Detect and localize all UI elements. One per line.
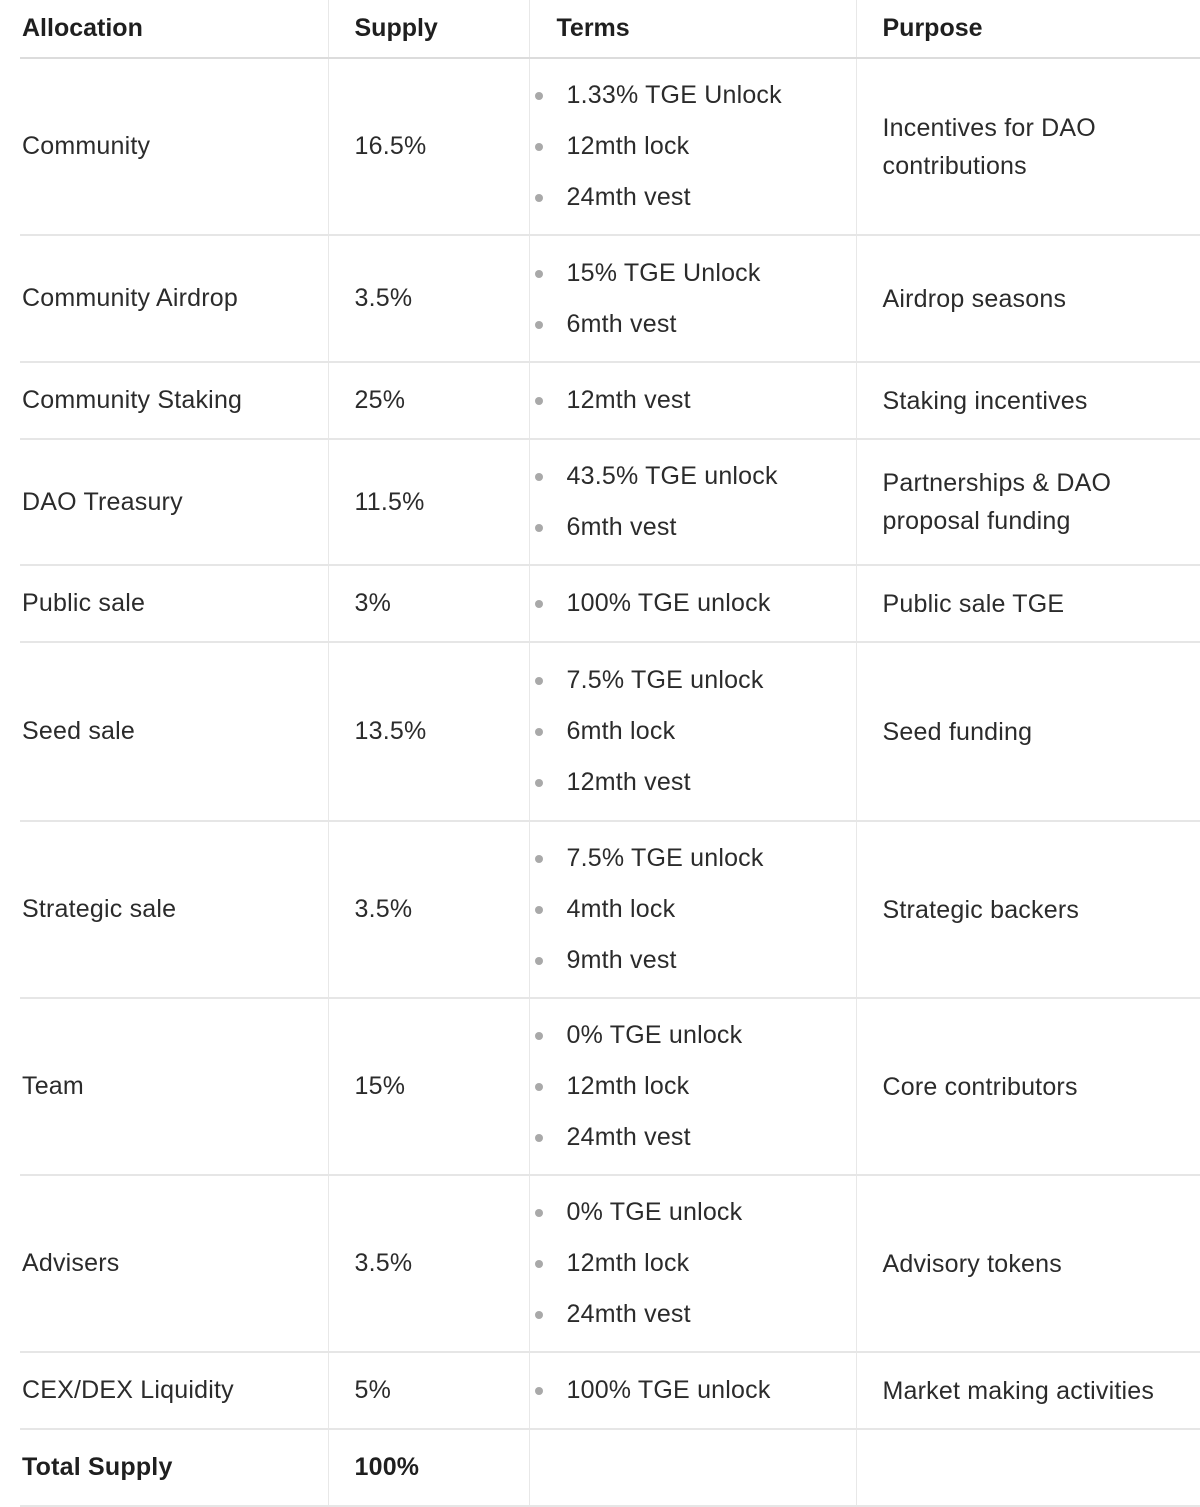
purpose-cell	[856, 1175, 1200, 1352]
table-row	[20, 642, 1200, 821]
terms-list-item: 12mth lock	[567, 121, 856, 172]
terms-list-item: 0% TGE unlock	[567, 1187, 856, 1238]
allocation-cell: Strategic sale	[20, 821, 328, 998]
table-row	[20, 439, 1200, 565]
purpose-text: Incentives for DAO contributions	[882, 113, 1096, 180]
allocation-cell: Community	[20, 58, 328, 235]
terms-cell	[529, 362, 856, 439]
supply-cell: 15%	[328, 998, 529, 1175]
terms-list	[530, 248, 856, 350]
terms-list-item: 100% TGE unlock	[567, 578, 856, 629]
terms-cell	[529, 821, 856, 998]
purpose-text: Strategic backers	[882, 895, 1080, 924]
purpose-cell	[856, 998, 1200, 1175]
terms-list	[530, 833, 856, 986]
terms-list-item: 12mth vest	[567, 375, 856, 426]
terms-cell	[529, 235, 856, 362]
supply-cell: 11.5%	[328, 439, 529, 565]
column-header-supply: Supply	[328, 0, 529, 58]
terms-cell	[529, 58, 856, 235]
total-purpose-empty	[856, 1429, 1200, 1506]
table-row	[20, 235, 1200, 362]
terms-list-item: 6mth vest	[567, 502, 856, 553]
terms-list-item: 12mth lock	[567, 1061, 856, 1112]
table-header-row	[20, 0, 1200, 58]
terms-list	[530, 70, 856, 223]
total-terms-empty	[529, 1429, 856, 1506]
purpose-text: Staking incentives	[882, 386, 1088, 415]
terms-cell	[529, 439, 856, 565]
terms-list-item: 24mth vest	[567, 172, 856, 223]
purpose-text: Market making activities	[882, 1376, 1155, 1405]
supply-cell: 3.5%	[328, 821, 529, 998]
terms-list	[530, 1010, 856, 1163]
purpose-text: Advisory tokens	[882, 1249, 1062, 1278]
terms-cell	[529, 998, 856, 1175]
terms-list-item: 6mth lock	[567, 706, 856, 757]
terms-list-item: 6mth vest	[567, 299, 856, 350]
allocation-cell: DAO Treasury	[20, 439, 328, 565]
table-body	[20, 58, 1200, 1506]
allocation-cell: Community Staking	[20, 362, 328, 439]
terms-list-item: 100% TGE unlock	[567, 1365, 856, 1416]
total-row	[20, 1429, 1200, 1506]
terms-list	[530, 451, 856, 553]
allocation-cell: Community Airdrop	[20, 235, 328, 362]
total-label: Total Supply	[20, 1429, 328, 1506]
terms-cell	[529, 1352, 856, 1429]
table-row	[20, 565, 1200, 642]
purpose-text: Public sale TGE	[882, 589, 1065, 618]
column-header-allocation: Allocation	[20, 0, 328, 58]
supply-cell: 25%	[328, 362, 529, 439]
supply-cell: 13.5%	[328, 642, 529, 821]
terms-list	[530, 1187, 856, 1340]
terms-list	[530, 655, 856, 808]
terms-cell	[529, 565, 856, 642]
purpose-text: Seed funding	[882, 717, 1033, 746]
terms-list-item: 9mth vest	[567, 935, 856, 986]
terms-list-item: 1.33% TGE Unlock	[567, 70, 856, 121]
table-row	[20, 362, 1200, 439]
terms-list-item: 7.5% TGE unlock	[567, 833, 856, 884]
column-header-purpose: Purpose	[856, 0, 1200, 58]
total-supply-value: 100%	[328, 1429, 529, 1506]
terms-list-item: 12mth vest	[567, 757, 856, 808]
terms-list-item: 24mth vest	[567, 1289, 856, 1340]
terms-cell	[529, 642, 856, 821]
terms-list	[530, 578, 856, 629]
purpose-cell	[856, 1352, 1200, 1429]
purpose-cell	[856, 565, 1200, 642]
table-row	[20, 1352, 1200, 1429]
supply-cell: 3.5%	[328, 1175, 529, 1352]
allocation-cell: Public sale	[20, 565, 328, 642]
terms-cell	[529, 1175, 856, 1352]
terms-list-item: 15% TGE Unlock	[567, 248, 856, 299]
terms-list-item: 7.5% TGE unlock	[567, 655, 856, 706]
purpose-cell	[856, 642, 1200, 821]
supply-cell: 3%	[328, 565, 529, 642]
purpose-cell	[856, 58, 1200, 235]
purpose-text: Partnerships & DAO proposal funding	[882, 469, 1112, 535]
token-allocation-table	[20, 0, 1200, 1507]
allocation-cell: Team	[20, 998, 328, 1175]
purpose-text: Airdrop seasons	[882, 284, 1067, 313]
terms-list-item: 43.5% TGE unlock	[567, 451, 856, 502]
table-row	[20, 998, 1200, 1175]
purpose-text: Core contributors	[882, 1072, 1078, 1101]
terms-list	[530, 1365, 856, 1416]
table-row	[20, 1175, 1200, 1352]
terms-list-item: 0% TGE unlock	[567, 1010, 856, 1061]
purpose-cell	[856, 821, 1200, 998]
terms-list	[530, 375, 856, 426]
purpose-cell	[856, 362, 1200, 439]
supply-cell: 5%	[328, 1352, 529, 1429]
terms-list-item: 4mth lock	[567, 884, 856, 935]
allocation-cell: Seed sale	[20, 642, 328, 821]
supply-cell: 3.5%	[328, 235, 529, 362]
allocation-cell: Advisers	[20, 1175, 328, 1352]
table-row	[20, 821, 1200, 998]
terms-list-item: 24mth vest	[567, 1112, 856, 1163]
table-row	[20, 58, 1200, 235]
purpose-cell	[856, 439, 1200, 565]
purpose-cell	[856, 235, 1200, 362]
supply-cell: 16.5%	[328, 58, 529, 235]
allocation-cell: CEX/DEX Liquidity	[20, 1352, 328, 1429]
terms-list-item: 12mth lock	[567, 1238, 856, 1289]
column-header-terms: Terms	[529, 0, 856, 58]
